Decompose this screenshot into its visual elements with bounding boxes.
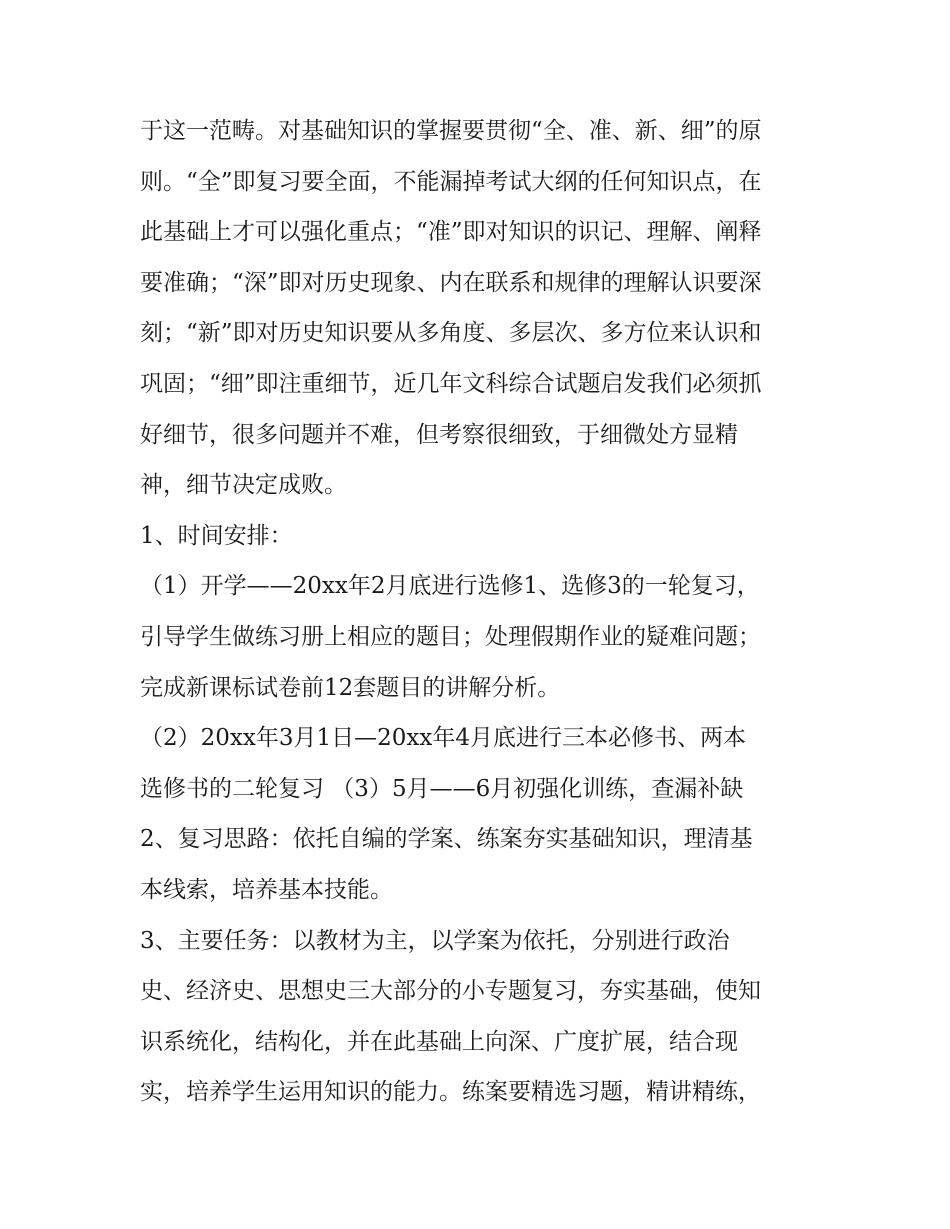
text-line: （1）开学——20xx年2月底进行选修1、选修3的一轮复习， (140, 573, 760, 600)
text-line: 神，细节决定成败。 (140, 472, 347, 499)
text-line: 则。“全”即复习要全面，不能漏掉考试大纲的任何知识点，在 (140, 168, 762, 195)
text-line: 选修书的二轮复习 （3）5月——6月初强化训练，查漏补缺 (140, 775, 744, 802)
text-line: （2）20xx年3月1日—20xx年4月底进行三本必修书、两本 (140, 725, 746, 752)
text-line: 引导学生做练习册上相应的题目；处理假期作业的疑难问题； (140, 623, 761, 650)
text-line: 实，培养学生运用知识的能力。练案要精选习题，精讲精练， (140, 1079, 761, 1106)
text-line: 好细节，很多问题并不难，但考察很细致，于细微处方显精 (140, 421, 738, 448)
text-line: 本线索，培养基本技能。 (140, 876, 393, 903)
section-heading: 1、时间安排： (140, 522, 293, 549)
text-line: 识系统化，结构化，并在此基础上向深、广度扩展，结合现 (140, 1028, 738, 1055)
text-line: 此基础上才可以强化重点；“准”即对知识的识记、理解、阐释 (140, 219, 762, 246)
text-line: 巩固；“细”即注重细节，近几年文科综合试题启发我们必须抓 (140, 370, 762, 397)
section-heading: 2、复习思路：依托自编的学案、练案夯实基础知识，理清基 (140, 826, 753, 853)
text-line: 刻；“新”即对历史知识要从多角度、多层次、多方位来认识和 (140, 320, 762, 347)
section-heading: 3、主要任务：以教材为主，以学案为依托，分别进行政治 (140, 927, 730, 954)
document-body (140, 106, 820, 1118)
text-line: 于这一范畴。对基础知识的掌握要贯彻“全、准、新、细”的原 (140, 118, 762, 144)
text-line: 要准确；“深”即对历史现象、内在联系和规律的理解认识要深 (140, 269, 762, 296)
text-line: 完成新课标试卷前12套题目的讲解分析。 (140, 674, 561, 701)
text-line: 史、经济史、思想史三大部分的小专题复习，夯实基础，使知 (140, 978, 761, 1005)
